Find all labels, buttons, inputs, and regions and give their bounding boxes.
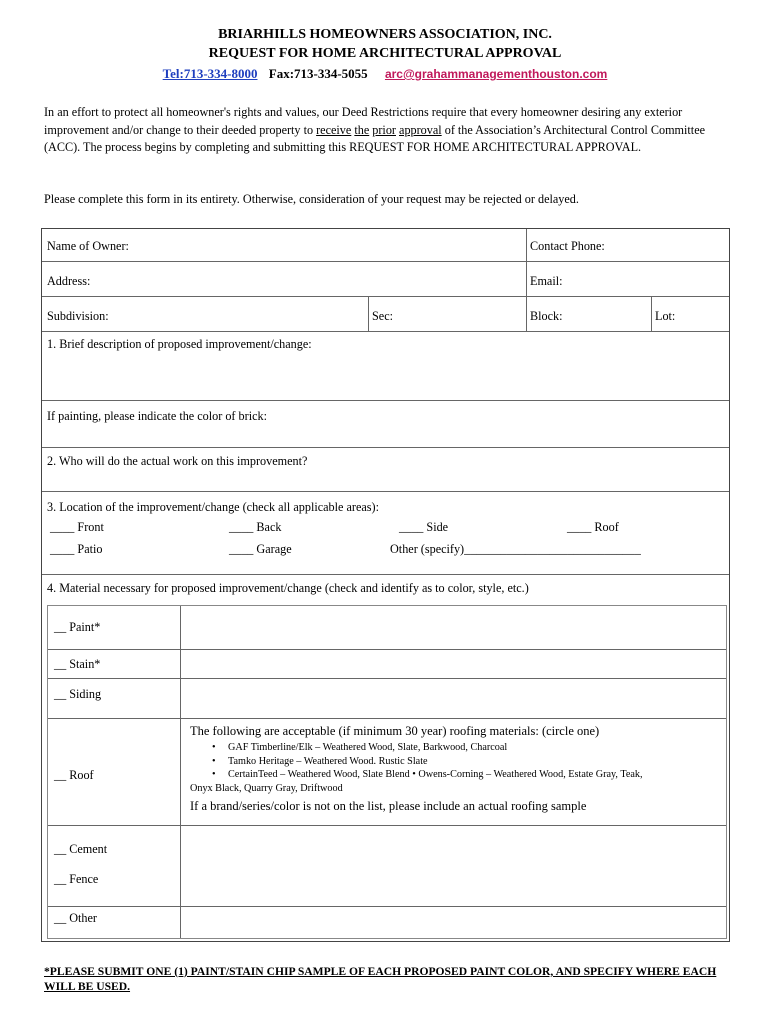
phone-link[interactable]: Tel:713-334-8000 [162, 66, 258, 81]
material-roof-checkbox[interactable]: __ Roof [54, 768, 94, 782]
location-back-checkbox[interactable]: ____ Back [229, 520, 282, 534]
intro-paragraph: In an effort to protect all homeowner's rights and values, our Deed Restrictions require that every homeowner desiring any exterior improvement and/or change to their deeded property to receive the prior approval of the Association’s Architectural Control Committee (ACC). The process begins by completing and submitting this REQUEST FOR HOME ARCHITECTURAL APPROVAL. [44, 105, 706, 154]
material-siding-checkbox[interactable]: __ Siding [54, 687, 102, 701]
material-other-checkbox[interactable]: __ Other [54, 911, 97, 925]
footer-note: *PLEASE SUBMIT ONE (1) PAINT/STAIN CHIP SAMPLE OF EACH PROPOSED PAINT COLOR, AND SPECIFY WHERE EACH WILL BE USED. [44, 965, 717, 993]
email-link[interactable]: arc@grahammanagementhouston.com [384, 67, 608, 81]
location-roof-checkbox[interactable]: ____ Roof [567, 520, 619, 534]
location-garage-checkbox[interactable]: ____ Garage [229, 542, 292, 556]
fax-number: Fax:713-334-5055 [268, 66, 368, 81]
material-fence-checkbox[interactable]: __ Fence [54, 872, 99, 886]
brick-color-field[interactable]: If painting, please indicate the color of brick: [47, 409, 267, 423]
roofing-note: If a brand/series/color is not on the list, please include an actual roofing sample [190, 798, 587, 813]
roofing-option-cont: Onyx Black, Quarry Gray, Driftwood [190, 782, 343, 794]
email-field[interactable]: Email: [530, 274, 563, 288]
completion-note: Please complete this form in its entirety. Otherwise, consideration of your request may be rejected or delayed. [44, 192, 579, 206]
material-stain-checkbox[interactable]: __ Stain* [54, 657, 101, 671]
contact-phone-field[interactable]: Contact Phone: [530, 239, 605, 253]
association-name: BRIARHILLS HOMEOWNERS ASSOCIATION, INC. [218, 27, 552, 42]
location-other-field[interactable]: Other (specify)_____________________________ [390, 542, 641, 556]
material-paint-checkbox[interactable]: __ Paint* [54, 620, 101, 634]
material-cement-checkbox[interactable]: __ Cement [54, 842, 108, 856]
address-field[interactable]: Address: [47, 274, 91, 288]
roofing-option-gaf[interactable]: • GAF Timberline/Elk – Weathered Wood, Slate, Barkwood, Charcoal [228, 741, 725, 755]
section-field[interactable]: Sec: [372, 309, 393, 323]
location-front-checkbox[interactable]: ____ Front [50, 520, 104, 534]
location-question: 3. Location of the improvement/change (check all applicable areas): [47, 500, 379, 514]
location-side-checkbox[interactable]: ____ Side [399, 520, 449, 534]
roofing-intro: The following are acceptable (if minimum 30 year) roofing materials: (circle one) [190, 724, 600, 738]
location-patio-checkbox[interactable]: ____ Patio [50, 542, 103, 556]
roofing-option-tamko[interactable]: • Tamko Heritage – Weathered Wood. Rustic Slate [228, 755, 725, 769]
form-title: REQUEST FOR HOME ARCHITECTURAL APPROVAL [208, 46, 562, 61]
contractor-field[interactable]: 2. Who will do the actual work on this improvement? [47, 454, 308, 468]
request-form [41, 228, 730, 942]
material-question: 4. Material necessary for proposed improvement/change (check and identify as to color, style, etc.) [47, 581, 529, 595]
subdivision-field[interactable]: Subdivision: [47, 309, 109, 323]
materials-table [47, 605, 727, 939]
roofing-option-certainteed[interactable]: • CertainTeed – Weathered Wood, Slate Blend • Owens-Corning – Weathered Wood, Estate Gray, Teak, [228, 768, 725, 782]
contact-line [0, 65, 770, 83]
description-field[interactable]: 1. Brief description of proposed improvement/change: [47, 337, 312, 351]
lot-field[interactable]: Lot: [655, 309, 676, 323]
owner-name-field[interactable]: Name of Owner: [47, 239, 129, 253]
roofing-options [190, 741, 725, 782]
block-field[interactable]: Block: [530, 309, 563, 323]
